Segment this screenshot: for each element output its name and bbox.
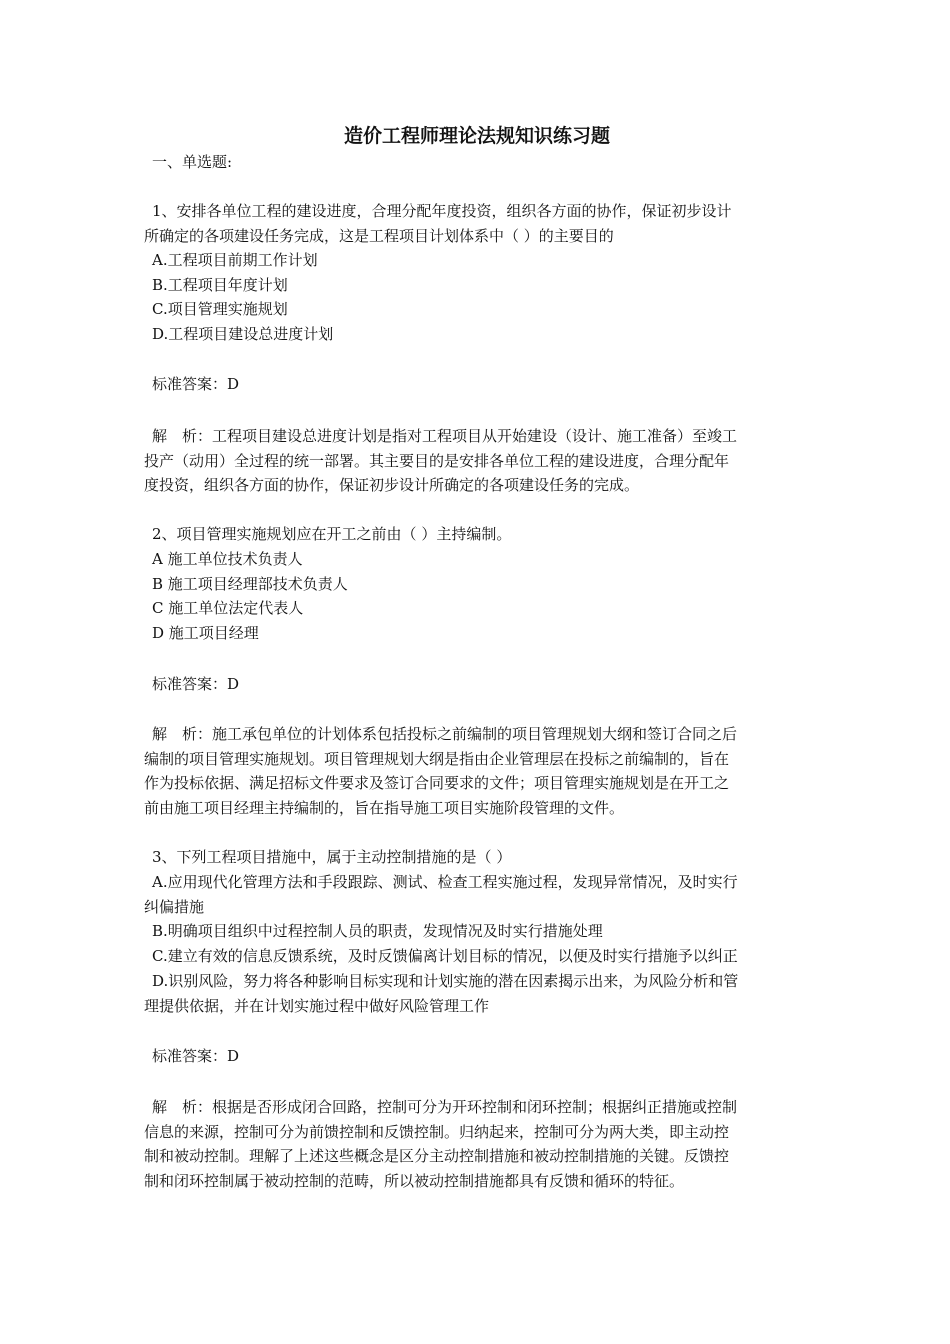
question-3-analysis	[144, 1095, 810, 1194]
question-1-options	[144, 248, 810, 347]
question-1-analysis	[144, 424, 810, 498]
question-1-answer	[144, 372, 810, 397]
analysis-line: 前由施工项目经理主持编制的，旨在指导施工项目实施阶段管理的文件。	[144, 799, 625, 818]
question-1-option-b: B.工程项目年度计划	[152, 275, 288, 294]
question-3-options	[144, 870, 810, 1018]
page-title: 造价工程师理论法规知识练习题	[343, 125, 610, 147]
question-1-option-d: D.工程项目建设总进度计划	[152, 325, 334, 344]
section-heading: 一、单选题:	[152, 153, 233, 171]
question-3-option-a: A.应用现代化管理方法和手段跟踪、测试、检查工程实施过程，发现异常情况，及时实行	[152, 873, 738, 891]
analysis-line: 作为投标依据、满足招标文件要求及签订合同要求的文件；项目管理实施规划是在开工之	[144, 774, 730, 793]
question-2-options	[144, 547, 810, 646]
analysis-line: 度投资，组织各方面的协作，保证初步设计所确定的各项建设任务的完成。	[144, 476, 640, 495]
question-3-stem	[144, 845, 810, 870]
analysis-line: 解 析：工程项目建设总进度计划是指对工程项目从开始建设（设计、施工准备）至竣工	[152, 427, 738, 445]
question-2-option-a: A 施工单位技术负责人	[152, 550, 303, 568]
question-3-stem-line: 3、下列工程项目措施中，属于主动控制措施的是（ ）	[152, 848, 512, 866]
question-2-stem	[144, 522, 810, 547]
question-2-option-b: B 施工项目经理部技术负责人	[152, 574, 348, 593]
analysis-line: 编制的项目管理实施规划。项目管理规划大纲是指由企业管理层在投标之前编制的，旨在	[144, 749, 730, 768]
answer-text: 标准答案：D	[152, 675, 240, 693]
question-2-analysis	[144, 722, 810, 821]
question-3-option-d-cont: 理提供依据，并在计划实施过程中做好风险管理工作	[144, 996, 490, 1015]
question-1-stem-line: 1、安排各单位工程的建设进度，合理分配年度投资，组织各方面的协作，保证初步设计	[152, 202, 732, 220]
question-1-option-a: A.工程项目前期工作计划	[152, 251, 318, 269]
question-3-option-c: C.建立有效的信息反馈系统，及时反馈偏离计划目标的情况，以便及时实行措施予以纠正	[152, 947, 738, 966]
question-3-option-a-cont: 纠偏措施	[144, 897, 205, 916]
question-2-stem-line: 2、项目管理实施规划应在开工之前由（ ）主持编制。	[152, 525, 512, 543]
analysis-line: 制和被动控制。理解了上述这些概念是区分主动控制措施和被动控制措施的关键。反馈控	[144, 1147, 730, 1166]
question-3-option-b: B.明确项目组织中过程控制人员的职责，发现情况及时实行措施处理	[152, 922, 603, 941]
question-3-answer	[144, 1044, 810, 1069]
analysis-line: 解 析：根据是否形成闭合回路，控制可分为开环控制和闭环控制；根据纠正措施或控制	[152, 1098, 738, 1116]
answer-text: 标准答案：D	[152, 375, 240, 393]
analysis-line: 制和闭环控制属于被动控制的范畴，所以被动控制措施都具有反馈和循环的特征。	[144, 1172, 685, 1191]
question-1-stem-line: 所确定的各项建设任务完成，这是工程项目计划体系中（ ）的主要目的	[144, 226, 614, 245]
question-1-stem	[144, 199, 810, 248]
analysis-line: 信息的来源，控制可分为前馈控制和反馈控制。归纳起来，控制可分为两大类，即主动控	[144, 1122, 730, 1141]
question-2-option-d: D 施工项目经理	[152, 624, 259, 643]
question-1-option-c: C.项目管理实施规划	[152, 300, 288, 319]
question-2-answer	[144, 672, 810, 697]
question-3-option-d: D.识别风险，努力将各种影响目标实现和计划实施的潜在因素揭示出来，为风险分析和管	[152, 971, 739, 990]
question-2-option-c: C 施工单位法定代表人	[152, 599, 304, 618]
answer-text: 标准答案：D	[152, 1047, 240, 1065]
analysis-line: 解 析：施工承包单位的计划体系包括投标之前编制的项目管理规划大纲和签订合同之后	[152, 725, 738, 743]
analysis-line: 投产（动用）全过程的统一部署。其主要目的是安排各单位工程的建设进度，合理分配年	[144, 451, 730, 470]
